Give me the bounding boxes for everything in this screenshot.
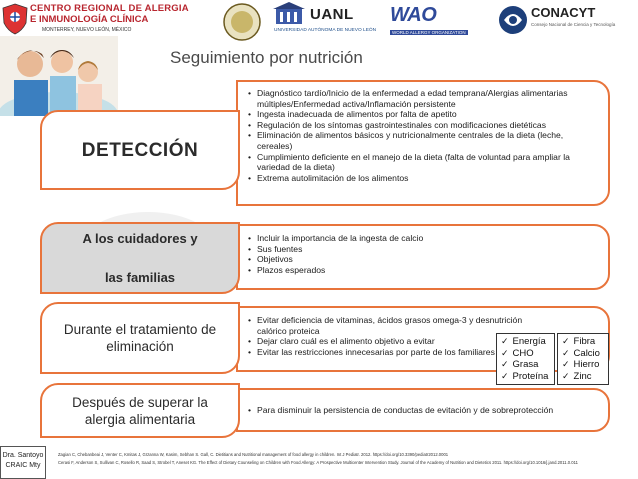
check-item: ✓ Zinc — [562, 371, 604, 383]
section-cuidadores-bar — [236, 224, 610, 290]
bullet-item: • Para disminuir la persistencia de conductas de evitación y de sobreprotección — [248, 405, 553, 416]
cuidadores-label-line1: A los cuidadores y — [82, 231, 198, 246]
superar-label: Después de superar la alergia alimentaria — [72, 394, 208, 427]
bullet-item: • Ingesta inadecuada de alimentos por falta de apetito — [248, 109, 600, 120]
eliminacion-label: Durante el tratamiento de eliminación — [63, 322, 217, 354]
nutrients-list-1 — [496, 333, 555, 385]
bullet-item: • Diagnóstico tardío/Inicio de la enfermedad a edad temprana/Alergias alimentarias múltiples/Enfermedad activa/Inflamación persistente — [248, 88, 600, 109]
bullet-item: • Sus fuentes — [248, 244, 600, 255]
uanl-text: UANL — [310, 6, 354, 23]
bullet-item: • Evitar las restricciones innecesarias por parte de los familiares — [248, 347, 553, 358]
logo-line3: MONTERREY, NUEVO LEÓN, MÉXICO — [42, 27, 132, 33]
section-superar-bar — [236, 388, 610, 432]
reference-2: Cerasi F, Anderson S, Sullivan C, Rosello R, Saad S, Strobel T, Aneset KG. The Effect of Dietary Counseling on Children with Food Allergy: A Prospective Multicenter Intervention Study. Journal of the Academy of Nutrition and Dietetics 2011. https://doi.org/10.1016/j.jand.2011.0.011 — [58, 460, 578, 465]
cuidadores-bullets — [248, 233, 600, 275]
check-item: ✓ Grasa — [501, 359, 550, 371]
uanl-building-icon — [270, 2, 308, 26]
deteccion-bullets — [248, 88, 600, 183]
bullet-item: • Dejar claro cuál es el alimento objetivo a evitar — [248, 336, 553, 347]
family-photo — [0, 36, 118, 116]
section-cuidadores-label-box — [40, 222, 240, 294]
section-eliminacion-label-box — [40, 302, 240, 374]
check-item: ✓ Hierro — [562, 359, 604, 371]
page-title: Seguimiento por nutrición — [170, 48, 363, 67]
author-line1: Dra. Santoyo — [2, 452, 44, 459]
bullet-item: • Regulación de los síntomas gastrointestinales con modificaciones dietéticas — [248, 120, 600, 131]
deteccion-label: DETECCIÓN — [81, 139, 199, 161]
conacyt-emblem-icon — [497, 4, 529, 36]
bullet-item: • Cumplimiento deficiente en el manejo de la dieta (falta de voluntad para ampliar la variedad de la dieta) — [248, 152, 600, 173]
logo-wao — [378, 2, 470, 42]
section-deteccion-label-box — [40, 110, 240, 190]
conacyt-text: CONACYT — [531, 5, 596, 20]
section-deteccion-bar — [236, 80, 610, 206]
check-item: ✓ Energía — [501, 336, 550, 348]
check-item: ✓ Fibra — [562, 336, 604, 348]
bullet-item: • Incluir la importancia de la ingesta de calcio — [248, 233, 600, 244]
check-item: ✓ Calcio — [562, 348, 604, 360]
logo-uanl — [222, 2, 377, 42]
conacyt-subtitle: Consejo Nacional de Ciencia y Tecnología — [531, 22, 616, 27]
logo-line2: E INMUNOLOGÍA CLÍNICA — [30, 14, 149, 25]
bullet-item: • Evitar deficiencia de vitaminas, ácidos grasos omega-3 y desnutrición calórico proteica — [248, 315, 553, 336]
shield-emblem-icon — [2, 3, 28, 35]
uanl-seal-icon — [222, 2, 266, 42]
wao-subtitle: WORLD ALLERGY ORGANIZATION — [392, 30, 466, 35]
logo-line1: CENTRO REGIONAL DE ALERGIA — [30, 3, 189, 14]
nutrients-list-2 — [557, 333, 609, 385]
bullet-item: • Plazos esperados — [248, 265, 600, 276]
uanl-subtitle: UNIVERSIDAD AUTÓNOMA DE NUEVO LEÓN — [274, 28, 377, 33]
check-item: ✓ CHO — [501, 348, 550, 360]
superar-bullets — [248, 405, 553, 416]
author-line2: CRAIC Mty — [5, 462, 41, 469]
section-superar-label-box — [40, 383, 240, 438]
author-box — [0, 446, 46, 479]
check-item: ✓ Proteína — [501, 371, 550, 383]
wao-text: WAO — [390, 4, 437, 26]
logo-conacyt — [497, 4, 637, 42]
cuidadores-label-line2: las familias — [104, 270, 176, 285]
reference-1: Zagian C, Chebanbeai J, Venter C, Kmitas J, Grzanna W, Kasim, Sebhan S. Gall, C. Dietitians and Nutritional management of food allergy in children. Int J Pediatr. 2012. https://doi.org/10.3390/pediatr2012.0001 — [58, 452, 449, 457]
bullet-item: • Objetivos — [248, 254, 600, 265]
bullet-item: • Eliminación de alimentos básicos y nutricionalmente centrales de la dieta (leche, cereales) — [248, 130, 600, 151]
bullet-item: • Extrema autolimitación de los alimentos — [248, 173, 600, 184]
